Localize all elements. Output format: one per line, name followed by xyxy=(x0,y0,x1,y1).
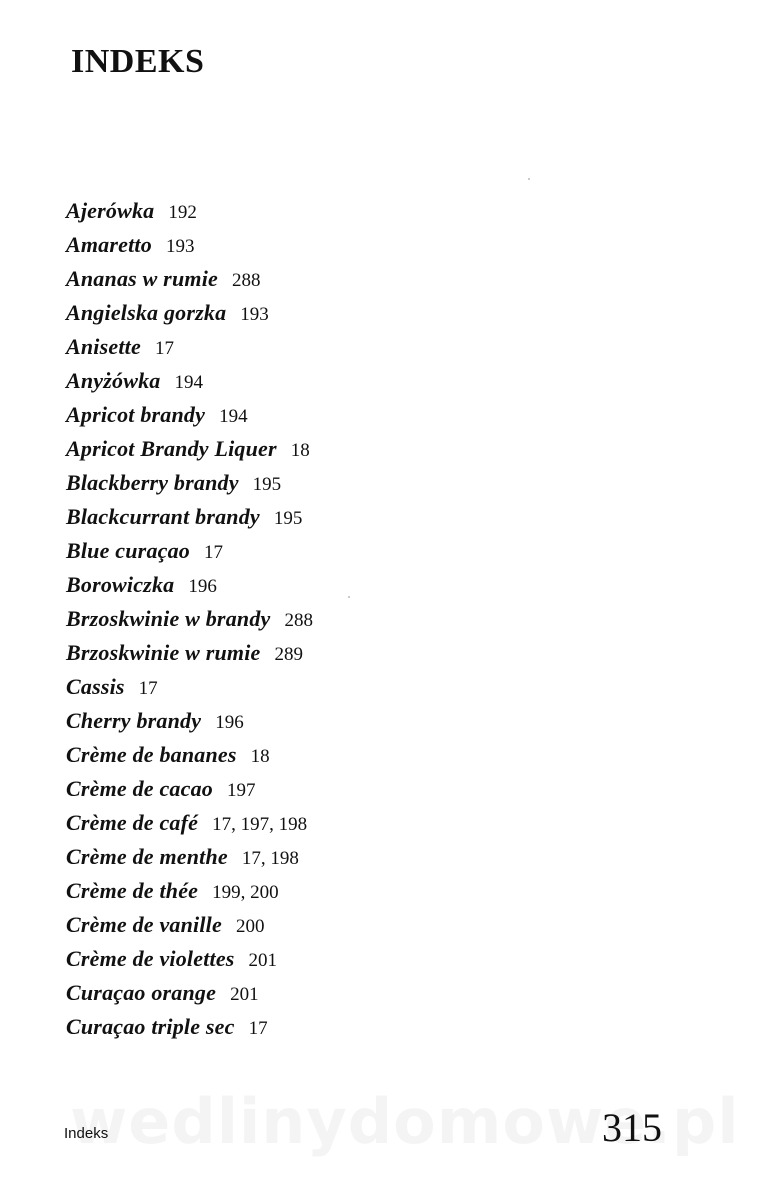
index-entry-pages: 201 xyxy=(248,950,278,971)
page-title: INDEKS xyxy=(71,43,205,80)
index-entry-pages: 288 xyxy=(231,270,261,291)
index-entry xyxy=(66,194,313,228)
index-entry-term: Apricot brandy xyxy=(66,402,206,427)
index-entry-term: Cherry brandy xyxy=(66,708,202,733)
index-entry-term: Anisette xyxy=(66,334,141,359)
index-entry-term: Angielska gorzka xyxy=(66,300,227,325)
index-entry xyxy=(66,534,313,568)
scan-speck xyxy=(528,178,530,180)
index-entry-term: Crème de cacao xyxy=(66,776,213,801)
index-entry-term: Crème de thée xyxy=(66,878,199,903)
index-entry-term: Brzoskwinie w brandy xyxy=(66,606,271,631)
index-entry xyxy=(66,806,313,840)
index-entry-pages: 17 xyxy=(204,542,224,563)
index-entry-pages: 199, 200 xyxy=(212,882,279,903)
index-entry-term: Apricot Brandy Liquer xyxy=(66,436,277,461)
index-entry-pages: 17 xyxy=(248,1018,268,1039)
index-entry-pages: 289 xyxy=(274,644,304,665)
index-entry-pages: 194 xyxy=(174,372,204,393)
index-entry xyxy=(66,840,313,874)
index-entry xyxy=(66,296,313,330)
index-entry-term: Brzoskwinie w rumie xyxy=(66,640,261,665)
index-entry-term: Blackcurrant brandy xyxy=(66,504,260,529)
index-entry xyxy=(66,772,313,806)
index-entry-pages: 194 xyxy=(219,406,248,427)
index-entry xyxy=(66,568,313,602)
index-entry-term: Cassis xyxy=(66,674,125,699)
index-entry-pages: 17 xyxy=(154,338,174,359)
index-entry xyxy=(66,1010,313,1044)
index-entry xyxy=(66,398,313,432)
index-entry xyxy=(66,738,313,772)
index-entry xyxy=(66,874,313,908)
index-entry-term: Curaçao triple sec xyxy=(66,1014,235,1039)
index-entry-pages: 192 xyxy=(168,202,197,223)
index-entry-term: Blackberry brandy xyxy=(66,470,239,495)
index-entry xyxy=(66,636,313,670)
index-entry-pages: 200 xyxy=(235,916,265,937)
index-list xyxy=(66,194,313,1044)
footer-section-label: Indeks xyxy=(64,1125,109,1142)
page-number: 315 xyxy=(602,1105,662,1150)
index-entry-term: Crème de vanille xyxy=(66,912,222,937)
index-entry xyxy=(66,262,313,296)
index-entry-pages: 196 xyxy=(215,712,244,733)
index-entry-term: Crème de café xyxy=(66,810,199,835)
index-entry xyxy=(66,432,313,466)
index-entry xyxy=(66,466,313,500)
index-entry-pages: 288 xyxy=(284,610,313,631)
index-entry-term: Curaçao orange xyxy=(66,980,217,1005)
index-entry-term: Borowiczka xyxy=(66,572,175,597)
index-entry xyxy=(66,976,313,1010)
index-entry-term: Amaretto xyxy=(66,232,152,257)
index-entry xyxy=(66,330,313,364)
index-entry-pages: 18 xyxy=(250,746,270,767)
index-entry-pages: 197 xyxy=(226,780,256,801)
index-entry-pages: 195 xyxy=(273,508,303,529)
index-entry-term: Crème de bananes xyxy=(66,742,237,767)
index-entry xyxy=(66,670,313,704)
index-entry-pages: 17, 197, 198 xyxy=(212,814,308,835)
index-entry xyxy=(66,942,313,976)
index-entry xyxy=(66,908,313,942)
index-entry xyxy=(66,364,313,398)
index-entry-pages: 201 xyxy=(230,984,259,1005)
index-entry xyxy=(66,228,313,262)
index-entry-term: Blue curaçao xyxy=(66,538,191,563)
index-entry-term: Crème de violettes xyxy=(66,946,235,971)
index-entry-pages: 18 xyxy=(290,440,310,461)
index-entry-term: Ananas w rumie xyxy=(66,266,218,291)
index-entry-term: Crème de menthe xyxy=(66,844,228,869)
index-entry xyxy=(66,704,313,738)
index-entry-term: Anyżówka xyxy=(66,368,161,393)
index-entry-pages: 193 xyxy=(240,304,269,325)
index-entry-pages: 17 xyxy=(138,678,158,699)
index-entry-pages: 17, 198 xyxy=(241,848,299,869)
index-entry-pages: 196 xyxy=(188,576,217,597)
index-entry-pages: 193 xyxy=(165,236,195,257)
index-entry xyxy=(66,602,313,636)
scan-speck xyxy=(348,596,350,598)
index-entry xyxy=(66,500,313,534)
index-entry-term: Ajerówka xyxy=(66,198,155,223)
index-entry-pages: 195 xyxy=(252,474,282,495)
